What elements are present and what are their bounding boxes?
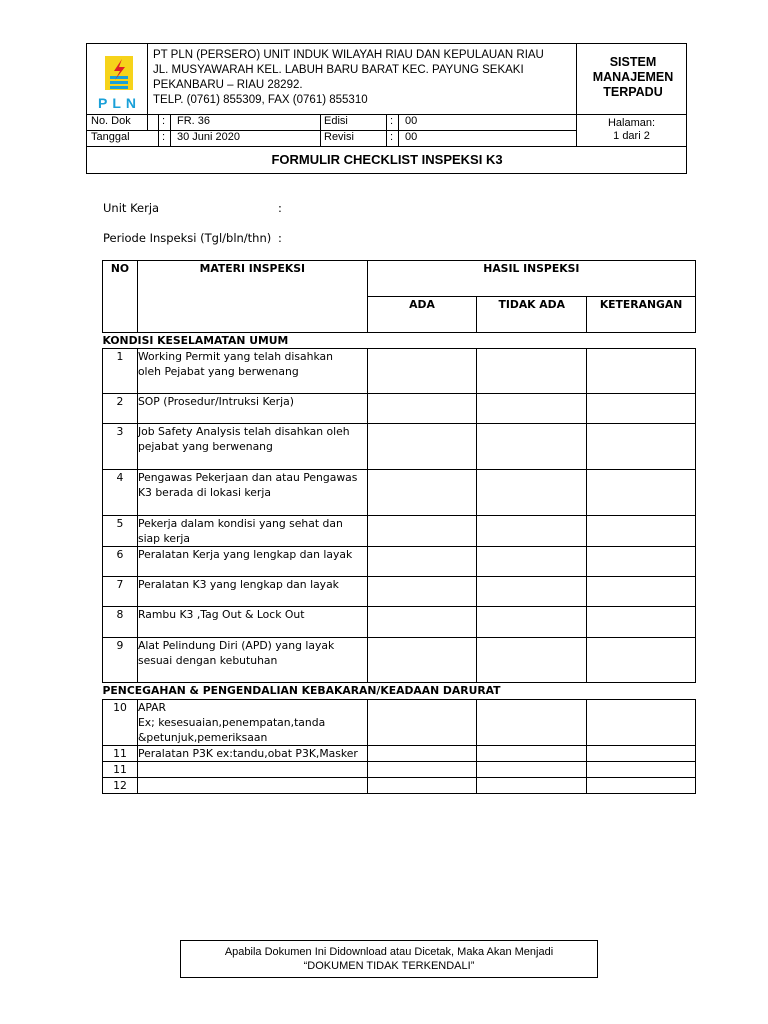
materi-line: Pengawas Pekerjaan dan atau Pengawas bbox=[137, 471, 358, 484]
company-address: JL. MUSYAWARAH KEL. LABUH BARU BARAT KEC. PAYUNG SEKAKI bbox=[153, 64, 524, 76]
materi-line: Pekerja dalam kondisi yang sehat dan bbox=[137, 517, 343, 530]
cell-tidak-ada[interactable] bbox=[477, 746, 587, 762]
footer-line1: Apabila Dokumen Ini Didownload atau Dicetak, Maka Akan Menjadi bbox=[224, 946, 554, 958]
form-title: FORMULIR CHECKLIST INSPEKSI K3 bbox=[271, 152, 503, 167]
materi-line: Ex; kesesuaian,penempatan,tanda bbox=[137, 716, 326, 729]
periode-label: Periode Inspeksi (Tgl/bln/thn) bbox=[103, 231, 272, 245]
row-number: 11 bbox=[103, 746, 138, 762]
cell-keterangan[interactable] bbox=[587, 547, 696, 577]
cell-keterangan[interactable] bbox=[587, 577, 696, 607]
row-number: 9 bbox=[103, 638, 138, 683]
date-value: 30 Juni 2020 bbox=[177, 131, 240, 143]
cell-ada[interactable] bbox=[367, 547, 477, 577]
section-title-kondisi: KONDISI KESELAMATAN UMUM bbox=[103, 333, 696, 349]
cell-tidak-ada[interactable] bbox=[477, 394, 587, 424]
cell-ada[interactable] bbox=[367, 394, 477, 424]
materi-line: SOP (Prosedur/Intruksi Kerja) bbox=[137, 395, 294, 408]
table-row bbox=[103, 470, 696, 516]
row-number: 8 bbox=[103, 607, 138, 638]
materi-line: Peralatan K3 yang lengkap dan layak bbox=[137, 578, 339, 591]
company-city: PEKANBARU – RIAU 28292. bbox=[153, 79, 303, 91]
cell-tidak-ada[interactable] bbox=[477, 547, 587, 577]
cell-ada[interactable] bbox=[367, 516, 477, 547]
cell-keterangan[interactable] bbox=[587, 700, 696, 746]
row-materi bbox=[137, 394, 367, 424]
row-materi bbox=[137, 577, 367, 607]
row-number: 11 bbox=[103, 762, 138, 778]
row-materi bbox=[137, 424, 367, 470]
footer-line2: “DOKUMEN TIDAK TERKENDALI” bbox=[303, 960, 475, 972]
revisi-value: 00 bbox=[405, 131, 418, 143]
section-title-pencegahan: PENCEGAHAN & PENGENDALIAN KEBAKARAN/KEADAAN DARURAT bbox=[103, 683, 696, 700]
cell-ada[interactable] bbox=[367, 424, 477, 470]
cell-keterangan[interactable] bbox=[587, 516, 696, 547]
cell-keterangan[interactable] bbox=[587, 607, 696, 638]
cell-tidak-ada[interactable] bbox=[477, 349, 587, 394]
periode-colon: : bbox=[278, 231, 282, 245]
materi-line: &petunjuk,pemeriksaan bbox=[137, 731, 268, 744]
cell-keterangan[interactable] bbox=[587, 746, 696, 762]
row-materi bbox=[137, 638, 367, 683]
row-number: 7 bbox=[103, 577, 138, 607]
row-number: 2 bbox=[103, 394, 138, 424]
col-header-materi: MATERI INSPEKSI bbox=[137, 261, 367, 333]
table-row bbox=[103, 607, 696, 638]
inspection-table bbox=[102, 260, 696, 794]
cell-ada[interactable] bbox=[367, 577, 477, 607]
row-materi bbox=[137, 470, 367, 516]
materi-line: APAR bbox=[137, 701, 167, 714]
row-number: 5 bbox=[103, 516, 138, 547]
cell-tidak-ada[interactable] bbox=[477, 638, 587, 683]
cell-tidak-ada[interactable] bbox=[477, 424, 587, 470]
table-row bbox=[103, 700, 696, 746]
edisi-label: Edisi bbox=[324, 115, 348, 127]
unit-kerja-colon: : bbox=[278, 201, 282, 215]
materi-line: Peralatan Kerja yang lengkap dan layak bbox=[137, 548, 353, 561]
row-number: 6 bbox=[103, 547, 138, 577]
row-materi bbox=[137, 349, 367, 394]
table-row bbox=[103, 746, 696, 762]
table-row bbox=[103, 638, 696, 683]
row-number: 10 bbox=[103, 700, 138, 746]
materi-line: Peralatan P3K ex:tandu,obat P3K,Masker bbox=[137, 747, 358, 760]
table-row bbox=[103, 547, 696, 577]
row-number: 1 bbox=[103, 349, 138, 394]
table-row bbox=[103, 577, 696, 607]
doc-no-label: No. Dok bbox=[91, 115, 131, 127]
cell-keterangan[interactable] bbox=[587, 349, 696, 394]
table-row bbox=[103, 778, 696, 794]
col-header-no: NO bbox=[103, 261, 138, 333]
materi-line: Alat Pelindung Diri (APD) yang layak bbox=[137, 639, 335, 652]
cell-keterangan[interactable] bbox=[587, 424, 696, 470]
materi-line: K3 berada di lokasi kerja bbox=[137, 486, 271, 499]
cell-tidak-ada[interactable] bbox=[477, 762, 587, 778]
logo-text: PLN bbox=[98, 95, 141, 111]
cell-ada[interactable] bbox=[367, 700, 477, 746]
cell-tidak-ada[interactable] bbox=[477, 516, 587, 547]
row-number: 12 bbox=[103, 778, 138, 794]
cell-ada[interactable] bbox=[367, 607, 477, 638]
halaman-label: Halaman: bbox=[607, 117, 656, 129]
cell-tidak-ada[interactable] bbox=[477, 778, 587, 794]
cell-keterangan[interactable] bbox=[587, 394, 696, 424]
cell-keterangan[interactable] bbox=[587, 638, 696, 683]
cell-keterangan[interactable] bbox=[587, 762, 696, 778]
col-header-keterangan: KETERANGAN bbox=[587, 297, 696, 333]
system-title: SISTEM MANAJEMEN TERPADU bbox=[592, 55, 674, 99]
materi-line: pejabat yang berwenang bbox=[137, 440, 273, 453]
row-materi bbox=[137, 700, 367, 746]
row-number: 4 bbox=[103, 470, 138, 516]
date-label: Tanggal bbox=[91, 131, 130, 143]
col-header-hasil: HASIL INSPEKSI bbox=[367, 261, 695, 297]
cell-ada[interactable] bbox=[367, 746, 477, 762]
col-header-tidak-ada: TIDAK ADA bbox=[477, 297, 587, 333]
table-row bbox=[103, 516, 696, 547]
cell-ada[interactable] bbox=[367, 638, 477, 683]
doc-no-value: FR. 36 bbox=[177, 115, 211, 127]
row-materi bbox=[137, 762, 367, 778]
halaman-value: 1 dari 2 bbox=[613, 130, 650, 142]
cell-ada[interactable] bbox=[367, 762, 477, 778]
row-materi bbox=[137, 547, 367, 577]
cell-keterangan[interactable] bbox=[587, 778, 696, 794]
cell-ada[interactable] bbox=[367, 470, 477, 516]
unit-kerja-label: Unit Kerja bbox=[103, 201, 160, 215]
cell-keterangan[interactable] bbox=[587, 470, 696, 516]
cell-tidak-ada[interactable] bbox=[477, 470, 587, 516]
materi-line: Working Permit yang telah disahkan bbox=[137, 350, 333, 363]
table-row bbox=[103, 394, 696, 424]
row-number: 3 bbox=[103, 424, 138, 470]
footer-notice bbox=[180, 940, 598, 978]
materi-line: oleh Pejabat yang berwenang bbox=[137, 365, 299, 378]
materi-line: Job Safety Analysis telah disahkan oleh bbox=[137, 425, 350, 438]
materi-line: siap kerja bbox=[137, 532, 191, 545]
revisi-label: Revisi bbox=[324, 131, 354, 143]
row-materi bbox=[137, 607, 367, 638]
row-materi bbox=[137, 778, 367, 794]
cell-tidak-ada[interactable] bbox=[477, 607, 587, 638]
row-materi bbox=[137, 516, 367, 547]
document-header: PLN PT PLN (PERSERO) UNIT INDUK WILAYAH RIAU DAN KEPULAUAN RIAU JL. MUSYAWARAH KEL. LABUH BARU BARAT KEC. PAYUNG SEKAKI PEKANBARU – RIAU 28292. TELP. (0761) 855309, FAX (0761) 855310 SISTEM MANAJEMEN TERPADU No. Dok : FR. 36 Edisi : 00 Tanggal : 30 Juni 2020 Revisi : 00 Halaman: 1 dari 2 FORMULIR CHECKLIST INSPEKSI K3 bbox=[86, 43, 687, 174]
row-materi bbox=[137, 746, 367, 762]
cell-ada[interactable] bbox=[367, 349, 477, 394]
cell-ada[interactable] bbox=[367, 778, 477, 794]
edisi-value: 00 bbox=[405, 115, 418, 127]
materi-line: Rambu K3 ,Tag Out & Lock Out bbox=[137, 608, 305, 621]
company-name: PT PLN (PERSERO) UNIT INDUK WILAYAH RIAU DAN KEPULAUAN RIAU bbox=[153, 49, 544, 61]
cell-tidak-ada[interactable] bbox=[477, 700, 587, 746]
materi-line: sesuai dengan kebutuhan bbox=[137, 654, 278, 667]
table-row bbox=[103, 424, 696, 470]
table-row bbox=[103, 349, 696, 394]
col-header-ada: ADA bbox=[367, 297, 477, 333]
company-phone: TELP. (0761) 855309, FAX (0761) 855310 bbox=[153, 94, 368, 106]
pln-logo bbox=[95, 50, 143, 112]
cell-tidak-ada[interactable] bbox=[477, 577, 587, 607]
table-row bbox=[103, 762, 696, 778]
